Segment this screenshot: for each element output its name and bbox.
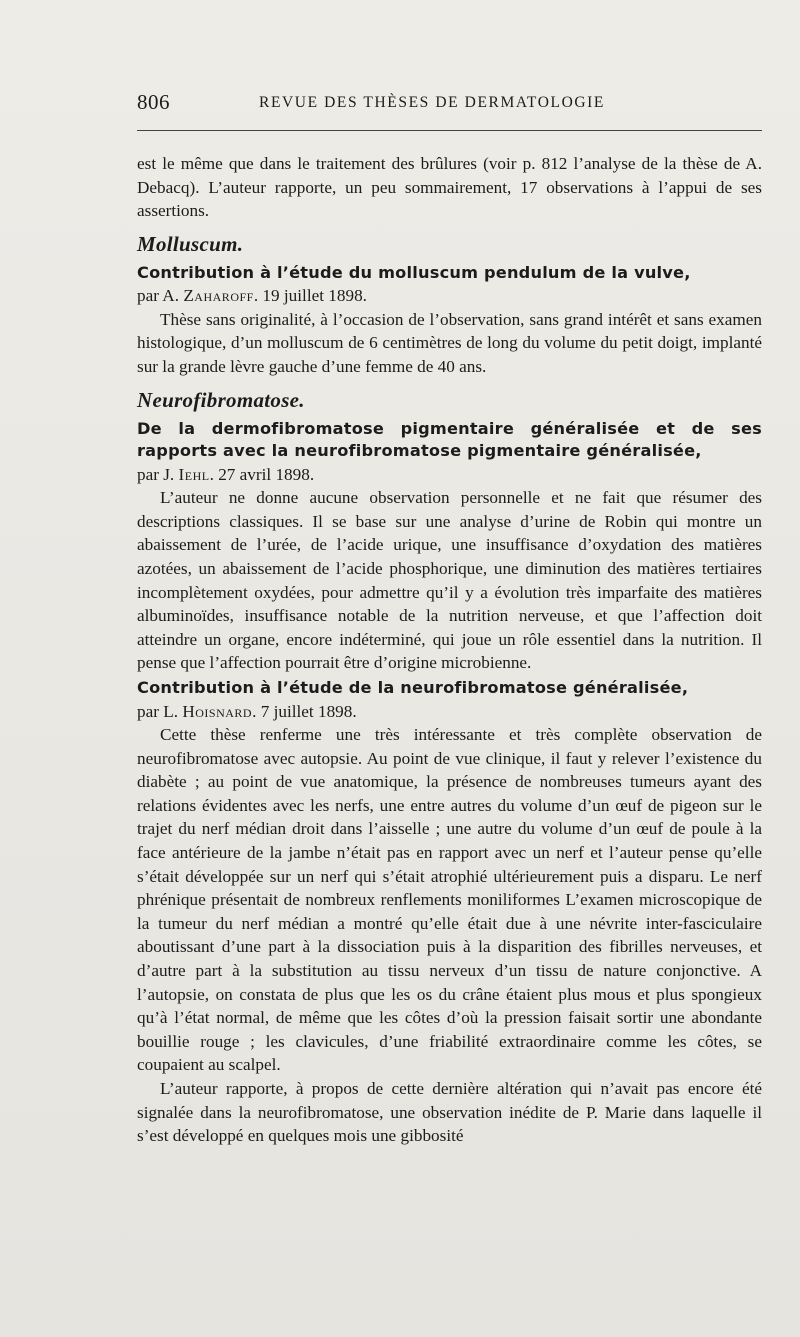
entry-text-neurofibromatose-generalisee-continued: L’auteur rapporte, à propos de cette dernière altération qui n’avait pas encore été signalée dans la neurofibromatose, une observation inédite de P. Marie dans laquelle il s’est développé en quelques mois une gibbosité bbox=[137, 1079, 762, 1146]
byline-prefix: par J. bbox=[137, 464, 175, 484]
author-name: Zaharoff bbox=[183, 286, 254, 306]
page-body bbox=[137, 152, 762, 1148]
author-name: Hoisnard bbox=[182, 701, 253, 721]
byline-dermofibromatose bbox=[137, 463, 762, 487]
byline-date: . 19 juillet 1898. bbox=[253, 286, 367, 306]
entry-title-dermofibromatose: De la dermofibromatose pigmentaire généralisée et de ses rapports avec la neurofibromatose pigmentaire généralisée, bbox=[137, 418, 762, 461]
byline-prefix: par A. bbox=[137, 286, 180, 306]
entry-title-neurofibromatose-generalisee: Contribution à l’étude de la neurofibromatose généralisée, bbox=[137, 678, 689, 697]
byline-neurofibromatose-generalisee bbox=[137, 700, 762, 724]
entry-text-neurofibromatose-generalisee: Cette thèse renferme une très intéressante et très complète observation de neurofibromatose avec autopsie. Au point de vue clinique, il faut y relever l’existence du diabète ; au point de vue anatomique, la présence de nombreuses tumeurs ayant des relations évidentes avec les nerfs, une entre autres du volume d’un œuf de pigeon sur le trajet du nerf médian droit dans l’aisselle ; une autre du volume d’un œuf de poule à la face antérieure de la jambe n’était pas en rapport avec un nerf et l’auteur pense qu’elle s’était développée sur un nerf qui s’était atrophié ultérieurement puis a disparu. Le nerf phrénique présentait de nombreux renflements moniliformes L’examen microscopique de la tumeur du nerf médian a montré qu’elle était due à une névrite inter-fasciculaire aboutissant d’une part à la dissociation puis à la disparition des fibrilles nerveuses, et d’autre part à la substitution au tissu nerveux d’un tissu de nature conjonctive. A l’autopsie, on constata de plus que les os du crâne étaient plus mous et plus spongieux qu’à l’état normal, de même que les côtes d’où la pression faisait sortir une abondante bouillie rouge ; les clavicules, d’une friabilité extraordinaire comme les côtes, se coupaient au scalpel. bbox=[137, 725, 762, 1075]
byline-date: . 7 juillet 1898. bbox=[252, 701, 357, 721]
running-title: REVUE DES THÈSES DE DERMATOLOGIE bbox=[259, 94, 605, 111]
section-title-molluscum: Molluscum. bbox=[137, 231, 244, 256]
byline-molluscum bbox=[137, 284, 762, 308]
page-header bbox=[137, 90, 762, 120]
entry-text-dermofibromatose: L’auteur ne donne aucune observation personnelle et ne fait que résumer des descriptions classiques. Il se base sur une analyse d’urine de Robin qui montre un abaissement de l’urée, de l’acide urique, une insuffisance d’oxydation des matières azotées, un abaissement de l’acide phosphorique, une diminution des matières tertiaires incomplètement oxydées, pour admettre qu’il y a évolution très imparfaite des matières albuminoïdes, insuffisance notable de la nutrition nerveuse, et que l’affection doit atteindre un organe, encore indéterminé, qui joue un rôle essentiel dans la nutrition. Il pense que l’affection pourrait être d’origine microbienne. bbox=[137, 488, 762, 673]
intro-paragraph: est le même que dans le traitement des brûlures (voir p. 812 l’analyse de la thèse de A. Debacq). L’auteur rapporte, un peu sommairement, 17 observations à l’appui de ses assertions. bbox=[137, 154, 762, 221]
byline-date: . 27 avril 1898. bbox=[209, 464, 315, 484]
header-rule bbox=[137, 130, 762, 131]
byline-prefix: par L. bbox=[137, 701, 179, 721]
section-title-neurofibromatose: Neurofibromatose. bbox=[137, 387, 305, 412]
author-name: Iehl bbox=[178, 464, 210, 484]
page-number: 806 bbox=[137, 90, 170, 114]
entry-text-molluscum: Thèse sans originalité, à l’occasion de l’observation, sans grand intérêt et sans examen histologique, d’un molluscum de 6 centimètres de long du volume du petit doigt, implanté sur la grande lèvre gauche d’une femme de 40 ans. bbox=[137, 309, 762, 377]
entry-title-molluscum: Contribution à l’étude du molluscum pendulum de la vulve, bbox=[137, 262, 691, 282]
